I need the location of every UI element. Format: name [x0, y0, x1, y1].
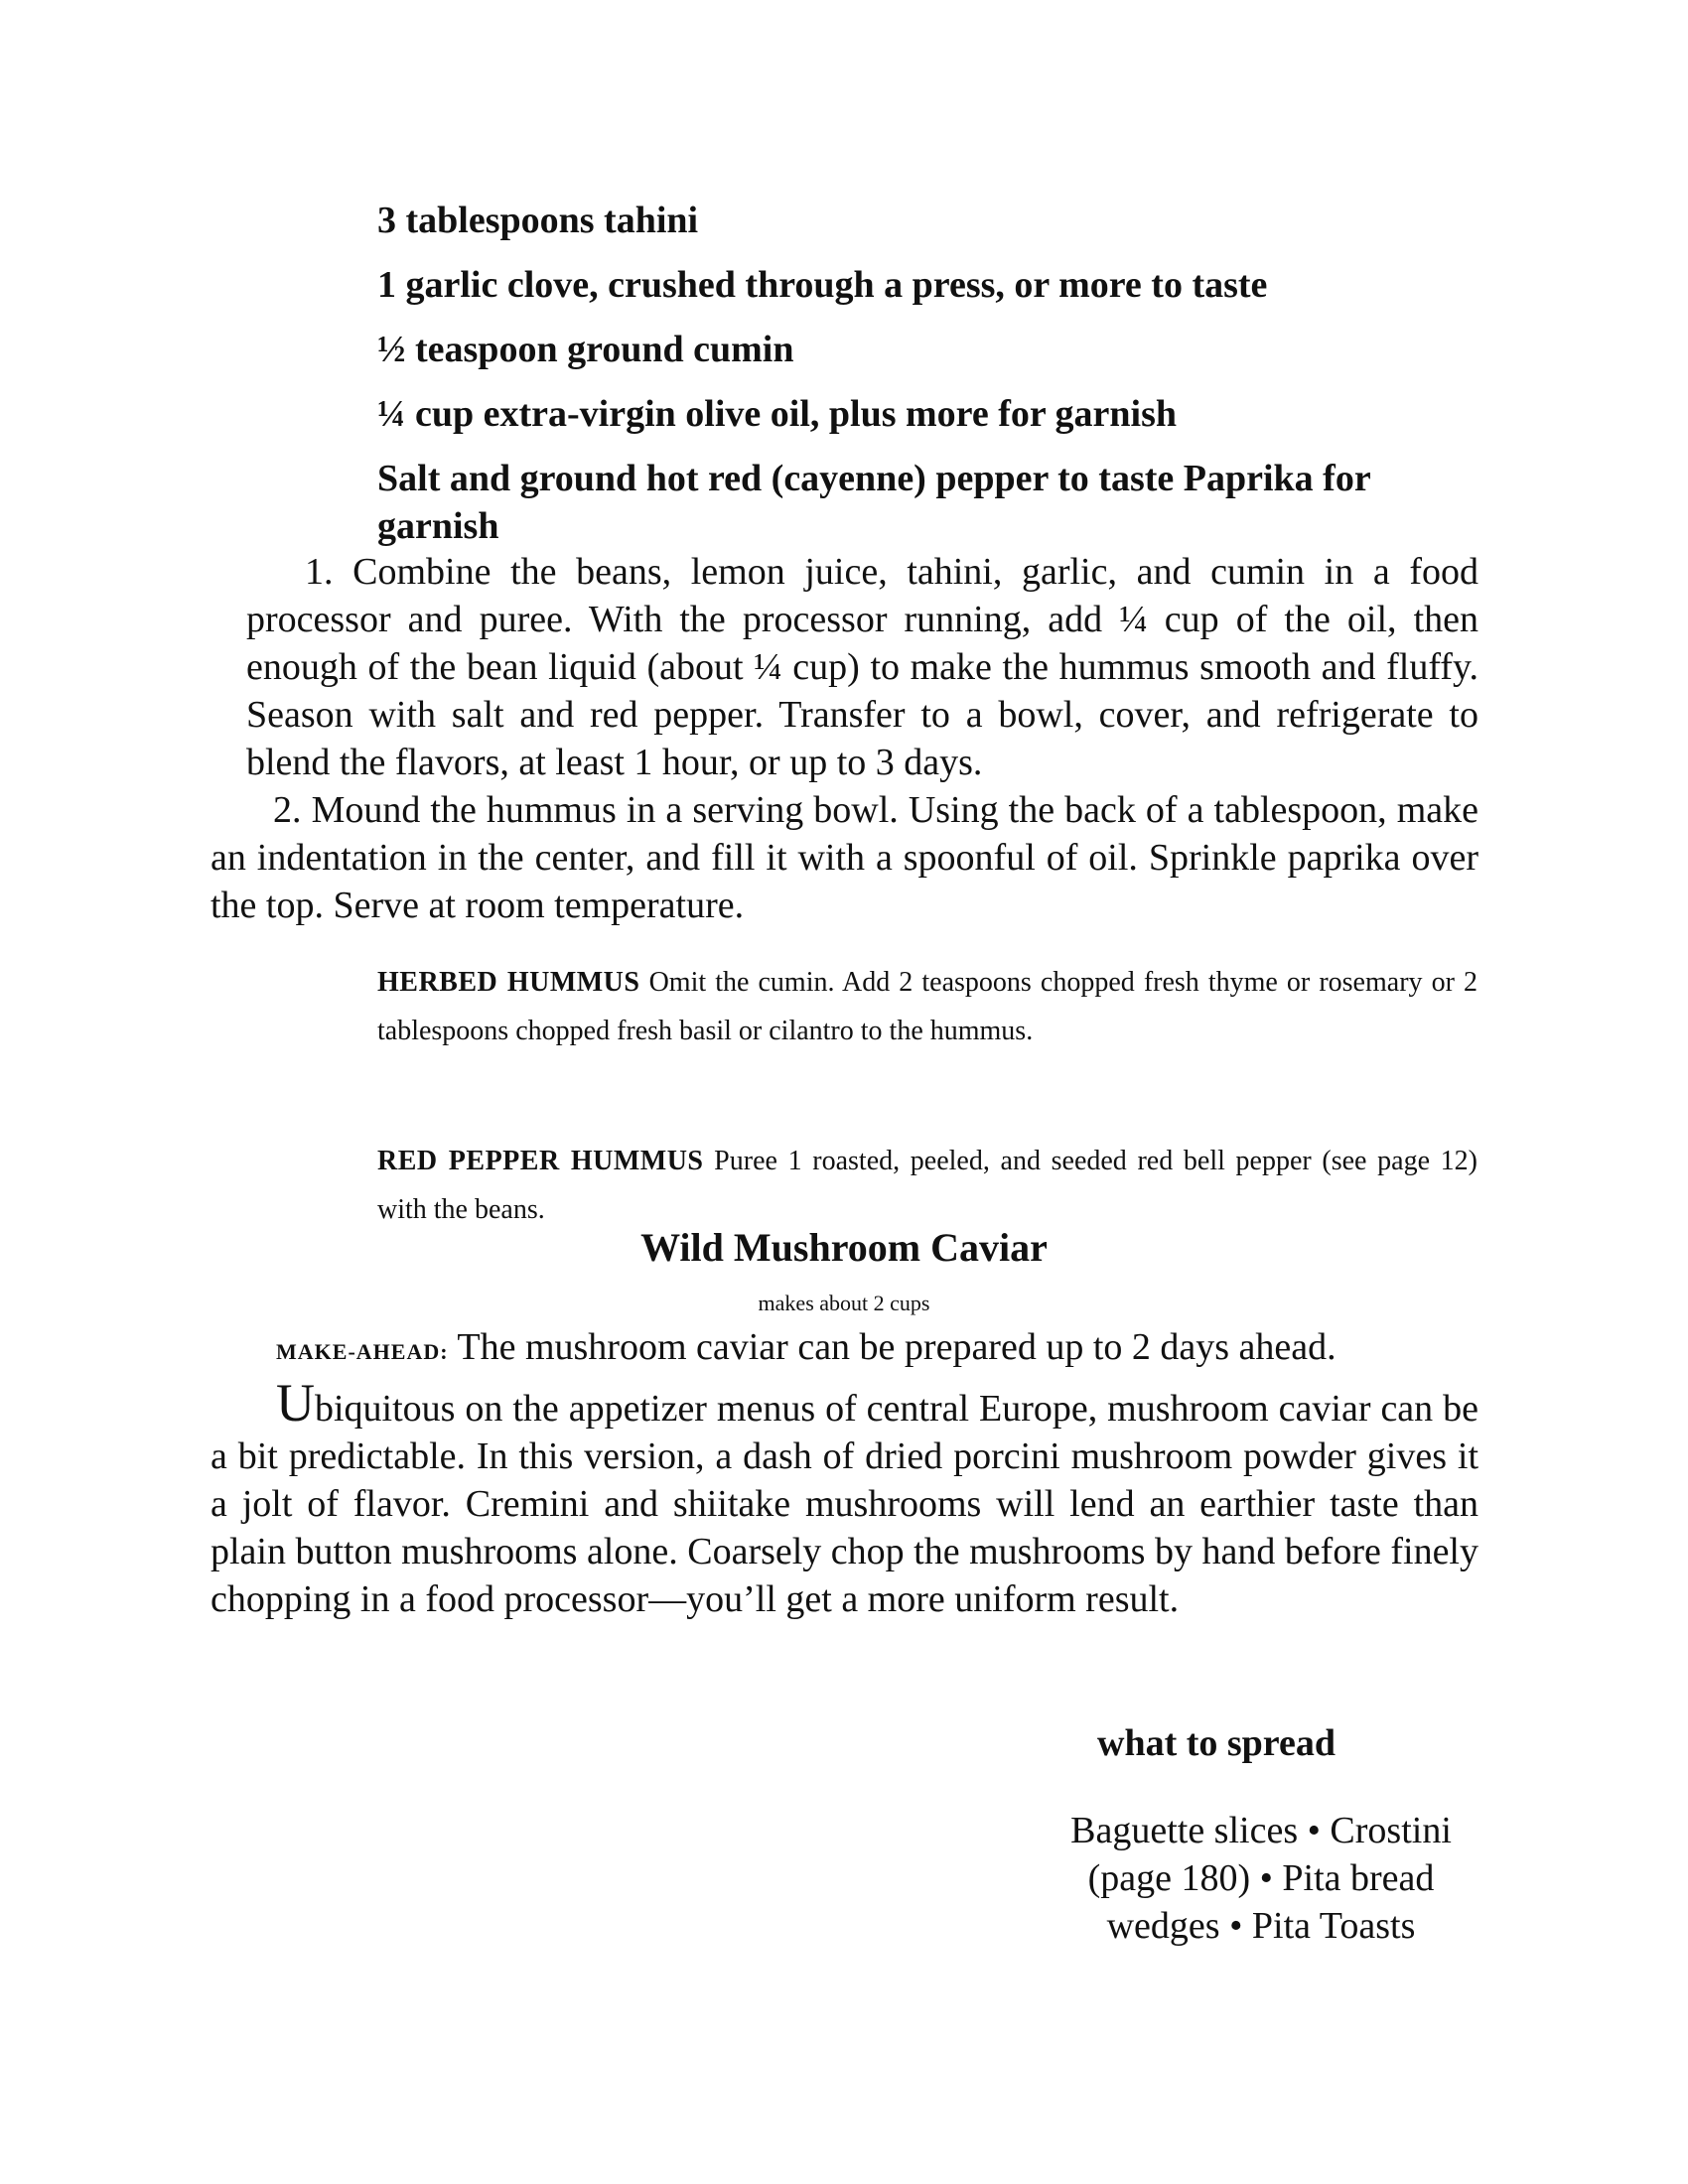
step-text: Combine the beans, lemon juice, tahini, garlic, and cumin in a food processor and puree. With the processor running, add ¼ cup of the oil, then enough of the bean liquid (about ¼ cup) to make the hummus smooth and fluffy. Season with salt and red pepper. Transfer to a bowl, cover, and refrigerate to blend the flavors, at least 1 hour, or up to 3 days.	[246, 551, 1478, 783]
recipe-intro	[211, 1373, 1478, 1623]
sidebar-body: Baguette slices • Crostini (page 180) • Pita bread wedges • Pita Toasts	[1070, 1810, 1452, 1947]
method-step	[211, 786, 1478, 929]
ingredient-list	[377, 197, 1479, 567]
ingredient-item: Salt and ground hot red (cayenne) pepper to taste Paprika for garnish	[377, 458, 1371, 547]
ingredient-item: 3 tablespoons tahini	[377, 200, 699, 241]
recipe-title: Wild Mushroom Caviar	[640, 1225, 1048, 1270]
step-number: 2.	[273, 789, 302, 831]
intro-text: biquitous on the appetizer menus of central Europe, mushroom caviar can be a bit predictable. In this version, a dash of dried porcini mushroom powder gives it a jolt of flavor. Cremini and shiitake mushrooms will lend an earthier taste than plain button mushrooms alone. Coarsely chop the mushrooms by hand before finely chopping in a food processor—you’ll get a more uniform result.	[211, 1388, 1478, 1620]
sidebar-heading: what to spread	[1097, 1722, 1336, 1764]
variation-red-pepper-hummus	[377, 1137, 1477, 1234]
drop-cap: U	[276, 1373, 315, 1433]
ingredient-item: ½ teaspoon ground cumin	[377, 329, 794, 370]
variation-herbed-hummus	[377, 958, 1477, 1055]
variation-title: HERBED HUMMUS	[377, 967, 640, 998]
variation-title: RED PEPPER HUMMUS	[377, 1146, 704, 1176]
make-ahead-label: MAKE-AHEAD:	[276, 1339, 449, 1364]
method-step	[211, 548, 1478, 786]
method-steps	[211, 548, 1478, 929]
variation-text: Omit the cumin. Add 2 teaspoons chopped fresh thyme or rosemary or 2 tablespoons chopped fresh basil or cilantro to the hummus.	[377, 967, 1477, 1046]
step-text: Mound the hummus in a serving bowl. Using the back of a tablespoon, make an indentation in the center, and fill it with a spoonful of oil. Sprinkle paprika over the top. Serve at room temperature.	[211, 789, 1479, 926]
recipe-yield: makes about 2 cups	[758, 1291, 930, 1315]
make-ahead-text: The mushroom caviar can be prepared up to 2 days ahead.	[457, 1326, 1336, 1368]
variation-text: Puree 1 roasted, peeled, and seeded red bell pepper (see page 12) with the beans.	[377, 1146, 1478, 1225]
step-number: 1.	[305, 551, 334, 593]
ingredient-item: 1 garlic clove, crushed through a press, or more to taste	[377, 264, 1268, 306]
ingredient-item: ¼ cup extra-virgin olive oil, plus more for garnish	[377, 393, 1178, 435]
make-ahead-note	[276, 1323, 1336, 1376]
